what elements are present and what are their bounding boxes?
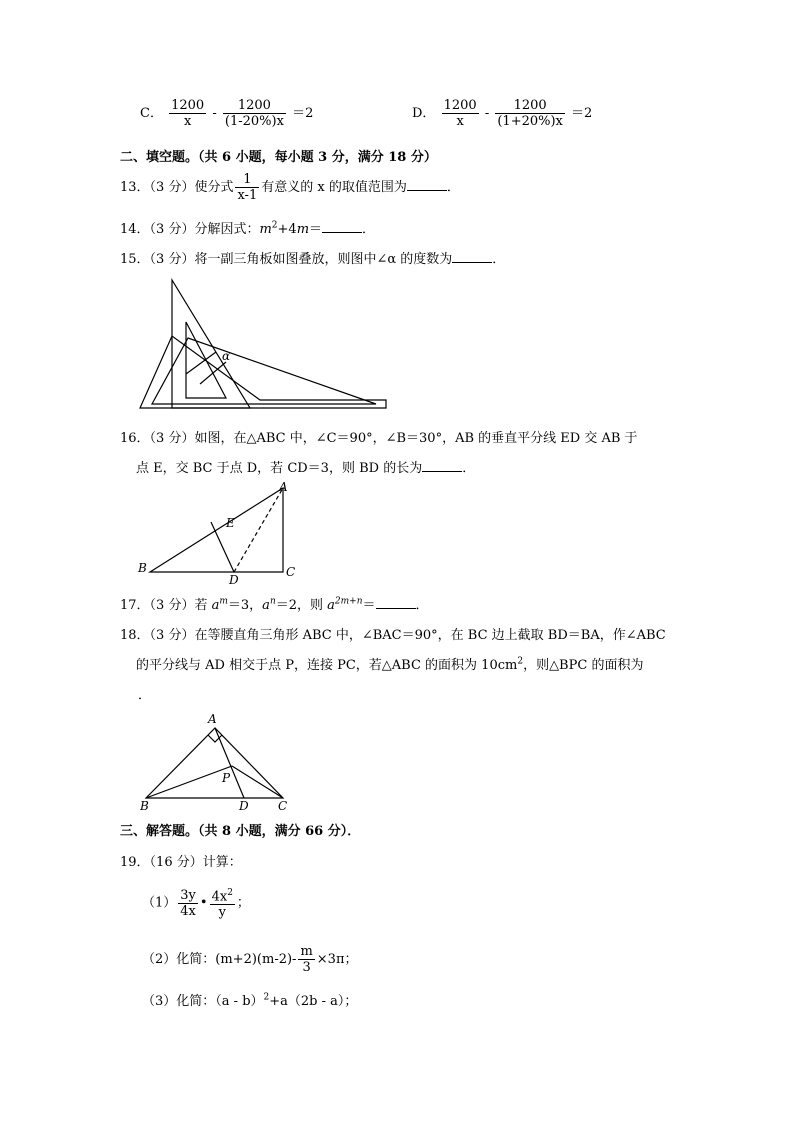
question-text: 的平分线与 AD 相交于点 P，连接 PC，若△ABC 的面积为 10cm bbox=[136, 658, 518, 673]
question-15 bbox=[120, 248, 505, 267]
question-19-title: 19．（16 分）计算： bbox=[120, 855, 242, 870]
section-title: 二、填空题。（共 6 小题，每小题 3 分，满分 18 分） bbox=[120, 150, 437, 165]
question-13 bbox=[120, 172, 460, 203]
numerator: 1200 bbox=[223, 98, 286, 114]
option-d bbox=[412, 98, 592, 129]
denominator: x bbox=[456, 114, 464, 129]
vertex-c: C bbox=[286, 565, 296, 579]
answer-blank[interactable] bbox=[376, 596, 416, 609]
part-label: （1） bbox=[142, 895, 177, 911]
fraction bbox=[223, 98, 286, 129]
question-text: 点 E，交 BC 于点 D，若 CD＝3，则 BD 的长为 bbox=[136, 461, 423, 476]
answer-blank[interactable] bbox=[422, 459, 462, 472]
alpha-label: α bbox=[222, 349, 231, 363]
triangle-abc-figure bbox=[136, 480, 306, 585]
operator: - bbox=[212, 106, 217, 121]
question-text: 17．（3 分）若 bbox=[120, 598, 212, 613]
point-d: D bbox=[239, 799, 249, 813]
fraction bbox=[210, 886, 235, 920]
question-19-part1 bbox=[142, 886, 250, 920]
exponent: 2m+n bbox=[334, 596, 363, 607]
fraction bbox=[495, 98, 565, 129]
question-18-line2 bbox=[136, 654, 643, 673]
fraction bbox=[442, 98, 479, 129]
punctuation: ； bbox=[236, 895, 250, 911]
variable: a bbox=[211, 598, 220, 613]
expression: (m+2)(m-2)- bbox=[215, 952, 297, 967]
question-18-line1: 18．（3 分）在等腰直角三角形 ABC 中，∠BAC＝90°，在 BC 边上截取 BD＝BA，作∠ABC bbox=[120, 628, 666, 643]
option-label: C． bbox=[140, 106, 163, 121]
punctuation: ． bbox=[362, 222, 376, 237]
answer-blank[interactable] bbox=[407, 178, 447, 191]
question-19-part2 bbox=[142, 944, 358, 975]
expression: （a - b） bbox=[215, 994, 264, 1009]
equation-rhs: ＝2 bbox=[292, 106, 314, 121]
expression: ×3π； bbox=[316, 952, 358, 967]
question-14 bbox=[120, 218, 375, 237]
question-text: ＝3， bbox=[227, 598, 263, 613]
question-16-line1: 16．（3 分）如图，在△ABC 中，∠C＝90°，∠B＝30°，AB 的垂直平分线 ED 交 AB 于 bbox=[120, 431, 638, 446]
point-d: D bbox=[229, 573, 239, 587]
point-e: E bbox=[226, 516, 235, 530]
equation-rhs: ＝2 bbox=[571, 106, 593, 121]
numerator: 1200 bbox=[495, 98, 565, 114]
question-text: 有意义的 x 的取值范围为 bbox=[261, 180, 407, 195]
variable: a bbox=[262, 598, 270, 613]
operator: - bbox=[484, 106, 490, 121]
question-text: 13．（3 分）使分式 bbox=[120, 180, 234, 195]
denominator: y bbox=[218, 905, 226, 921]
answer-blank[interactable] bbox=[322, 220, 362, 233]
numerator: 1 bbox=[235, 172, 259, 188]
exponent: n bbox=[269, 596, 276, 607]
question-text: ，则△BPC 的面积为 bbox=[523, 658, 644, 673]
numerator: 1200 bbox=[171, 98, 205, 113]
isosceles-triangle-figure bbox=[138, 710, 298, 812]
set-square-figure bbox=[138, 278, 388, 413]
part-label: （2）化简： bbox=[142, 952, 216, 967]
exponent: 2 bbox=[263, 992, 270, 1003]
term: +4 bbox=[277, 222, 297, 237]
fraction bbox=[235, 172, 259, 203]
exponent: 2 bbox=[227, 888, 233, 898]
numerator: m bbox=[300, 944, 313, 959]
denominator: (1+20%)x bbox=[497, 114, 563, 129]
option-c bbox=[140, 98, 313, 129]
vertex-c: C bbox=[278, 799, 288, 813]
question-19-part3 bbox=[142, 990, 357, 1009]
numerator: 3y bbox=[180, 887, 196, 903]
exponent: m bbox=[219, 596, 228, 607]
fraction bbox=[178, 888, 198, 919]
point-p: P bbox=[222, 771, 231, 785]
expression: +a（2b - a）； bbox=[269, 994, 358, 1009]
denominator: x-1 bbox=[237, 188, 258, 203]
operator: ＝ bbox=[362, 598, 376, 613]
answer-blank[interactable] bbox=[452, 250, 492, 263]
denominator: 3 bbox=[302, 960, 311, 975]
question-text: 14．（3 分）分解因式： bbox=[120, 222, 260, 237]
exponent: 2 bbox=[271, 220, 278, 231]
variable: a bbox=[327, 598, 335, 613]
question-17 bbox=[120, 594, 429, 613]
question-text: ＝2，则 bbox=[275, 598, 328, 613]
variable: m bbox=[296, 222, 310, 237]
vertex-a: A bbox=[279, 480, 288, 494]
numerator: 4x bbox=[211, 889, 228, 905]
punctuation: ． bbox=[492, 252, 506, 267]
exponent: 2 bbox=[517, 656, 524, 667]
option-label: D． bbox=[412, 106, 436, 121]
fraction bbox=[169, 98, 206, 129]
punctuation: ． bbox=[415, 598, 429, 613]
operator: • bbox=[199, 895, 208, 911]
denominator: 4x bbox=[180, 903, 196, 919]
numerator: 1200 bbox=[443, 98, 477, 113]
punctuation: ． bbox=[462, 461, 476, 476]
operator: ＝ bbox=[309, 222, 323, 237]
punctuation: ． bbox=[446, 180, 460, 195]
vertex-b: B bbox=[140, 799, 149, 813]
section-title: 三、解答题。（共 8 小题，满分 66 分）． bbox=[120, 824, 361, 839]
denominator: (1-20%)x bbox=[224, 114, 284, 129]
question-16-line2 bbox=[136, 457, 475, 476]
fraction bbox=[298, 944, 314, 975]
question-18-line3: ． bbox=[138, 688, 152, 703]
variable: m bbox=[259, 222, 272, 237]
question-text: 15．（3 分）将一副三角板如图叠放，则图中∠α 的度数为 bbox=[120, 252, 453, 267]
denominator: x bbox=[183, 114, 192, 129]
vertex-b: B bbox=[138, 561, 147, 575]
part-label: （3）化简： bbox=[142, 994, 216, 1009]
vertex-a: A bbox=[208, 712, 217, 726]
